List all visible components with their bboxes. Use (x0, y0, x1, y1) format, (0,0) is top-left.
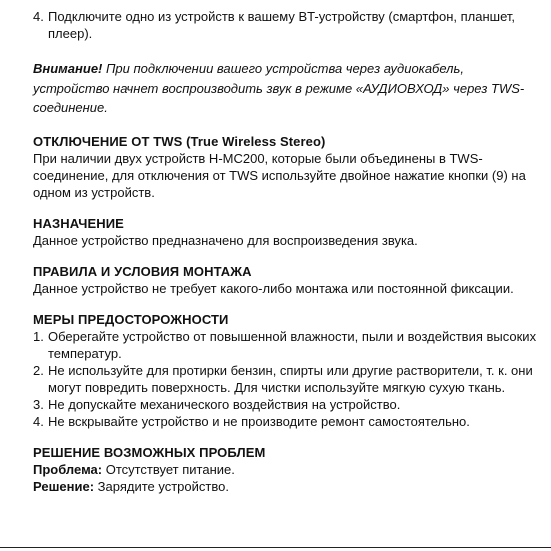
problem-line (33, 461, 539, 478)
section-text: При наличии двух устройств H-MC200, которые были объединены в TWS-соединение, для отключения от TWS используйте двойное нажатие кнопки (9) на одном из устройств. (33, 150, 526, 200)
warning-note (33, 59, 539, 118)
solution-line (33, 478, 539, 495)
list-item (33, 8, 539, 42)
item-text: Не используйте для протирки бензин, спирты или другие растворители, т. к. они могут повредить поверхность. Для чистки используйте мягкую сухую ткань. (48, 362, 533, 395)
list-item (33, 328, 539, 362)
section-heading: РЕШЕНИЕ ВОЗМОЖНЫХ ПРОБЛЕМ (33, 444, 266, 460)
solution-label: Решение: (33, 478, 95, 494)
item-number: 1. (33, 328, 44, 344)
warning-text: При подключении вашего устройства через аудиокабель, устройство начнет воспроизводить звук в режиме «АУДИОВХОД» через TWS-соединение. (33, 61, 525, 115)
step-text: Подключите одно из устройств к вашему BT-устройству (смартфон, планшет, плеер). (48, 9, 516, 41)
solution-text: Зарядите устройство. (94, 478, 229, 494)
item-text: Оберегайте устройство от повышенной влажности, пыли и воздействия высоких температур. (48, 328, 537, 361)
step-number: 4. (33, 9, 44, 24)
problem-label: Проблема: (33, 461, 103, 477)
item-text: Не допускайте механического воздействия на устройство. (48, 396, 401, 412)
list-item (33, 413, 539, 430)
item-text: Не вскрывайте устройство и не производите ремонт самостоятельно. (48, 413, 470, 429)
section-troubleshooting (33, 444, 539, 495)
section-text: Данное устройство предназначено для воспроизведения звука. (33, 232, 418, 248)
list-item (33, 396, 539, 413)
list-item (33, 362, 539, 396)
section-heading: ОТКЛЮЧЕНИЕ ОТ TWS (True Wireless Stereo) (33, 133, 326, 149)
section-text: Данное устройство не требует какого-либо монтажа или постоянной фиксации. (33, 280, 514, 296)
section-precautions (33, 311, 539, 430)
problem-text: Отсутствует питание. (102, 461, 235, 477)
page-bottom-divider (0, 547, 551, 548)
item-number: 3. (33, 396, 44, 412)
section-heading: МЕРЫ ПРЕДОСТОРОЖНОСТИ (33, 311, 229, 327)
item-number: 4. (33, 413, 44, 429)
section-heading: ПРАВИЛА И УСЛОВИЯ МОНТАЖА (33, 263, 252, 279)
item-number: 2. (33, 362, 44, 378)
section-purpose (33, 215, 539, 249)
manual-page (33, 8, 539, 495)
section-mounting (33, 263, 539, 297)
section-heading: НАЗНАЧЕНИЕ (33, 215, 124, 231)
warning-label: Внимание! (33, 61, 103, 76)
section-tws-off (33, 133, 539, 201)
